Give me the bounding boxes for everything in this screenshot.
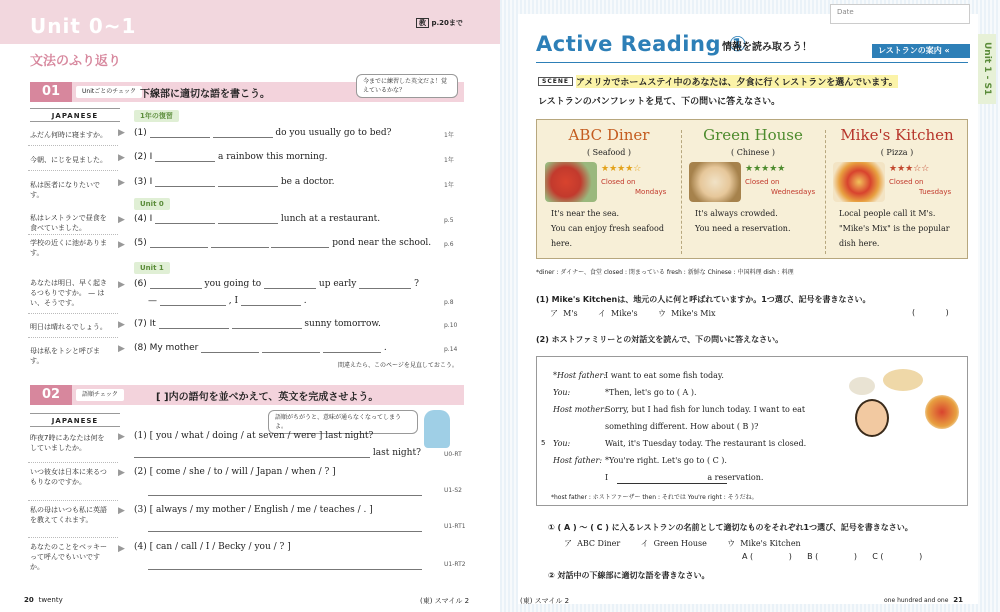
dialog-line: Sorry, but I had fish for lunch today. I want to eat xyxy=(605,405,806,414)
answer-blank[interactable] xyxy=(264,279,316,289)
pizza-image xyxy=(833,162,885,202)
question-1-7: (7) It sunny tomorrow. xyxy=(134,319,381,329)
speaker: Host mother: xyxy=(553,405,607,414)
answer-blank[interactable] xyxy=(150,238,208,248)
ref-label: p.10 xyxy=(444,322,458,329)
question-1-1: (1) do you usually go to bed? xyxy=(134,128,392,138)
jp-sentence: 昨夜7時にあなたは何をしていましたか。 xyxy=(30,434,105,452)
food-illustration xyxy=(849,367,961,439)
jp-sentence: あなたのことをベッキーって呼んでもいいですか。 xyxy=(30,543,107,571)
question-1-4: (4) I lunch at a restaurant. xyxy=(134,214,381,224)
sub-question-1-answers[interactable]: A ( ) B ( ) C ( ) xyxy=(742,552,923,561)
answer-blank[interactable] xyxy=(155,214,215,224)
sub-question-2: ② 対話中の下線部に適切な語を書きなさい。 xyxy=(548,571,710,580)
arrow-icon: ▶ xyxy=(118,544,125,554)
answer-blank[interactable] xyxy=(148,486,422,496)
sub-question-1: ① ( A ) ～ ( C ) に入るレストランの名前として適切なものをそれぞれ1つ選び、記号を書きなさい。 xyxy=(548,523,913,532)
jp-sentence: ふだん何時に寝ますか。 xyxy=(30,131,107,139)
divider xyxy=(28,537,118,538)
arrow-icon: ▶ xyxy=(118,506,125,516)
answer-blank[interactable] xyxy=(211,238,269,248)
page-ref-text: p.20まで xyxy=(431,19,463,27)
jp-sentence: 私はレストランで昼食を食べていました。 xyxy=(30,214,107,232)
section-01-tag: Unitごとのチェック xyxy=(76,86,142,98)
answer-blank[interactable] xyxy=(148,522,422,532)
answer-blank[interactable] xyxy=(213,128,273,138)
question-2-3: (3) [ always / my mother / English / me / teaches / . ] xyxy=(134,505,373,515)
group-tag-unit1: Unit 1 xyxy=(134,262,170,274)
restaurant-type: ( Chinese ) xyxy=(731,148,775,157)
group-tag-unit0: Unit 0 xyxy=(134,198,170,210)
restaurant-description: It's near the sea. You can enjoy fresh seafood here. xyxy=(551,209,664,248)
restaurant-brochure xyxy=(536,119,968,259)
dumpling-image xyxy=(689,162,741,202)
question-1-3: (3) I be a doctor. xyxy=(134,177,335,187)
arrow-icon: ▶ xyxy=(118,128,125,138)
section-01-number: 01 xyxy=(30,82,72,102)
dialog-line: *Then, let's go to ( A ). xyxy=(605,388,697,397)
restaurant-name: ABC Diner xyxy=(568,126,650,144)
dialog-line: Wait, it's Tuesday today. The restaurant is closed. xyxy=(605,439,807,448)
footer-page-number: 20 twenty xyxy=(24,596,63,604)
question-1-5: (5) pond near the school. xyxy=(134,238,432,248)
arrow-icon: ▶ xyxy=(118,432,125,442)
question-2-4: (4) [ can / call / I / Becky / you / ? ] xyxy=(134,542,291,552)
closed-day: Closed on Mondays xyxy=(601,178,667,196)
answer-blank[interactable] xyxy=(134,448,370,458)
question-1-options: ア M's イ Mike's ウ Mike's Mix xyxy=(550,309,716,318)
ref-label: U1-RT2 xyxy=(444,561,466,568)
answer-blank[interactable] xyxy=(150,128,210,138)
ref-label: p.14 xyxy=(444,346,458,353)
restaurant-name: Green House xyxy=(703,126,803,144)
ref-label: U0-RT xyxy=(444,451,462,458)
scene-label: SCENE xyxy=(538,77,573,86)
speech-bubble-2: 語順がちがうと、意味が通らなくなってしまうよ。 xyxy=(268,410,418,434)
answer-blank[interactable] xyxy=(160,296,226,306)
answer-blank[interactable] xyxy=(241,296,301,306)
underline-blank[interactable] xyxy=(617,483,727,484)
ref-label: p.8 xyxy=(444,299,454,306)
restaurant-description: It's always crowded. You need a reservation. xyxy=(695,209,791,233)
answer-blank[interactable] xyxy=(271,238,329,248)
dialog-line: something different. How about ( B )? xyxy=(605,422,759,431)
divider xyxy=(28,234,118,235)
question-2: (2) ホストファミリーとの対話文を読んで、下の問いに答えなさい。 xyxy=(536,335,784,344)
date-field[interactable]: Date xyxy=(830,4,970,24)
jp-sentence: 学校の近くに池があります。 xyxy=(30,239,107,257)
unit-header xyxy=(0,0,500,44)
arrow-icon: ▶ xyxy=(118,280,125,290)
question-1-6-answer: — , I . xyxy=(148,296,307,306)
page-ref-badge: 教 xyxy=(416,18,429,28)
page-title: Active Reading ① xyxy=(536,32,748,56)
answer-blank[interactable] xyxy=(148,560,422,570)
jp-sentence: いつ彼女は日本に来るつもりなのですか。 xyxy=(30,468,107,486)
restaurant-card xyxy=(681,120,825,260)
section-02-tag: 語順チェック xyxy=(76,389,124,401)
side-tab: Unit 1 - S1 xyxy=(978,34,996,104)
ref-label: p.5 xyxy=(444,217,454,224)
speaker: *Host father: xyxy=(553,371,607,380)
section-02-instruction: [ ]内の語句を並べかえて、英文を完成させよう。 xyxy=(156,392,379,403)
arrow-icon: ▶ xyxy=(118,320,125,330)
answer-blank[interactable] xyxy=(262,343,320,353)
question-2-1-answer: last night? xyxy=(134,448,421,458)
restaurant-description: Local people call it M's. "Mike's Mix" is the popular dish here. xyxy=(839,209,950,248)
speaker: You: xyxy=(553,439,571,448)
unit-title: Unit 0~1 xyxy=(30,14,137,38)
section-02-bar xyxy=(30,385,464,405)
ref-label: U1-S2 xyxy=(444,487,462,494)
character-illustration xyxy=(424,410,450,448)
question-1-6: (6) you going to up early ? xyxy=(134,279,419,289)
restaurant-card xyxy=(537,120,681,260)
title-rule xyxy=(536,62,968,63)
answer-blank[interactable] xyxy=(359,279,411,289)
footer-book: (東) スマイル 2 xyxy=(520,597,570,605)
answer-blank[interactable] xyxy=(150,279,202,289)
dialog-glossary: *host father : ホストファーザー then : それでは You're right : そうだね。 xyxy=(551,494,758,501)
instruction: レストランのパンフレットを見て、下の問いに答えなさい。 xyxy=(538,97,781,107)
closed-day: Closed on Tuesdays xyxy=(889,178,952,196)
dialog-line: I a reservation. xyxy=(605,473,764,482)
divider xyxy=(28,462,118,463)
divider xyxy=(28,313,118,314)
answer-blank[interactable] xyxy=(218,214,278,224)
answer-blank[interactable] xyxy=(232,319,302,329)
topic-tag: レストランの案内 « xyxy=(872,44,970,58)
section-subtitle: 文法のふり返り xyxy=(30,54,122,69)
answer-blank[interactable] xyxy=(159,319,229,329)
answer-blank[interactable] xyxy=(155,152,215,162)
jp-sentence: 明日は晴れるでしょう。 xyxy=(30,323,107,331)
jp-sentence: 私の母はいつも私に英語を教えてくれます。 xyxy=(30,506,107,524)
arrow-icon: ▶ xyxy=(118,240,125,250)
speaker: Host father: xyxy=(553,456,603,465)
dialog-box xyxy=(536,356,968,506)
jp-sentence: 今朝、にじを見ました。 xyxy=(30,156,107,164)
ref-label: 1年 xyxy=(444,182,454,189)
answer-blank[interactable] xyxy=(201,343,259,353)
star-rating: ★★★☆☆ xyxy=(889,164,930,174)
answer-paren[interactable]: ( ) xyxy=(912,308,949,317)
divider xyxy=(28,500,118,501)
dialog-line: I want to eat some fish today. xyxy=(605,371,724,380)
dialog-line: *You're right. Let's go to ( C ). xyxy=(605,456,727,465)
question-2-2: (2) [ come / she / to / will / Japan / when / ? ] xyxy=(134,467,336,477)
divider xyxy=(28,145,118,146)
arrow-icon: ▶ xyxy=(118,344,125,354)
question-1-2: (2) I a rainbow this morning. xyxy=(134,152,328,162)
ref-label: p.6 xyxy=(444,241,454,248)
section-01-instruction: 下線部に適切な語を書こう。 xyxy=(140,89,270,100)
question-2-1: (1) [ you / what / doing / at seven / were ] last night? xyxy=(134,431,374,441)
lobster-image xyxy=(545,162,597,202)
jp-sentence: あなたは明日、早く起きるつもりですか。 — はい、そうです。 xyxy=(30,279,107,307)
answer-blank[interactable] xyxy=(155,177,215,187)
answer-blank[interactable] xyxy=(218,177,278,187)
speech-bubble-1: 今までに練習した英文だよ！覚えているかな？ xyxy=(356,74,458,98)
star-rating: ★★★★☆ xyxy=(601,164,642,174)
restaurant-name: Mike's Kitchen xyxy=(840,126,954,144)
jp-sentence: 母は私をトシと呼びます。 xyxy=(30,347,100,365)
sub-question-1-options: ア ABC Diner イ Green House ウ Mike's Kitchen xyxy=(564,539,801,548)
footer-page-number: one hundred and one 21 xyxy=(884,596,964,604)
page-subtitle: 情報を読み取ろう！ xyxy=(722,42,812,53)
question-1: (1) Mike's Kitchenは、地元の人に何と呼ばれていますか。1つ選び、記号を書きなさい。 xyxy=(536,295,871,304)
speaker: You: xyxy=(553,388,571,397)
arrow-icon: ▶ xyxy=(118,468,125,478)
jp-sentence: 私は医者になりたいです。 xyxy=(30,181,100,199)
divider xyxy=(28,170,118,171)
page-ref xyxy=(416,18,463,28)
footer-book: (東) スマイル 2 xyxy=(420,597,470,605)
ref-label: 1年 xyxy=(444,132,454,139)
restaurant-type: ( Pizza ) xyxy=(880,148,914,157)
restaurant-type: ( Seafood ) xyxy=(586,148,632,157)
arrow-icon: ▶ xyxy=(118,153,125,163)
line-number: 5 xyxy=(541,439,546,447)
ref-label: 1年 xyxy=(444,157,454,164)
restaurant-card xyxy=(825,120,969,260)
arrow-icon: ▶ xyxy=(118,178,125,188)
question-1-8: (8) My mother . xyxy=(134,343,387,353)
divider xyxy=(28,337,118,338)
answer-blank[interactable] xyxy=(323,343,381,353)
mistake-note: 間違えたら、このページを見直しておこう。 xyxy=(338,362,458,369)
scene-text: アメリカでホームステイ中のあなたは、夕食に行くレストランを選んでいます。 xyxy=(576,75,898,88)
glossary: *diner : ダイナー、食堂 closed : 閉まっている fresh : 新鮮な Chinese : 中国料理 dish : 料理 xyxy=(536,269,794,276)
section-02-number: 02 xyxy=(30,385,72,405)
star-rating: ★★★★★ xyxy=(745,164,786,174)
ref-label: U1-RT1 xyxy=(444,523,466,530)
closed-day: Closed on Wednesdays xyxy=(745,178,816,196)
japanese-label: JAPANESE xyxy=(30,108,120,122)
right-page xyxy=(500,0,1000,612)
japanese-label-2: JAPANESE xyxy=(30,413,120,427)
arrow-icon: ▶ xyxy=(118,215,125,225)
group-tag-review: 1年の復習 xyxy=(134,110,179,122)
